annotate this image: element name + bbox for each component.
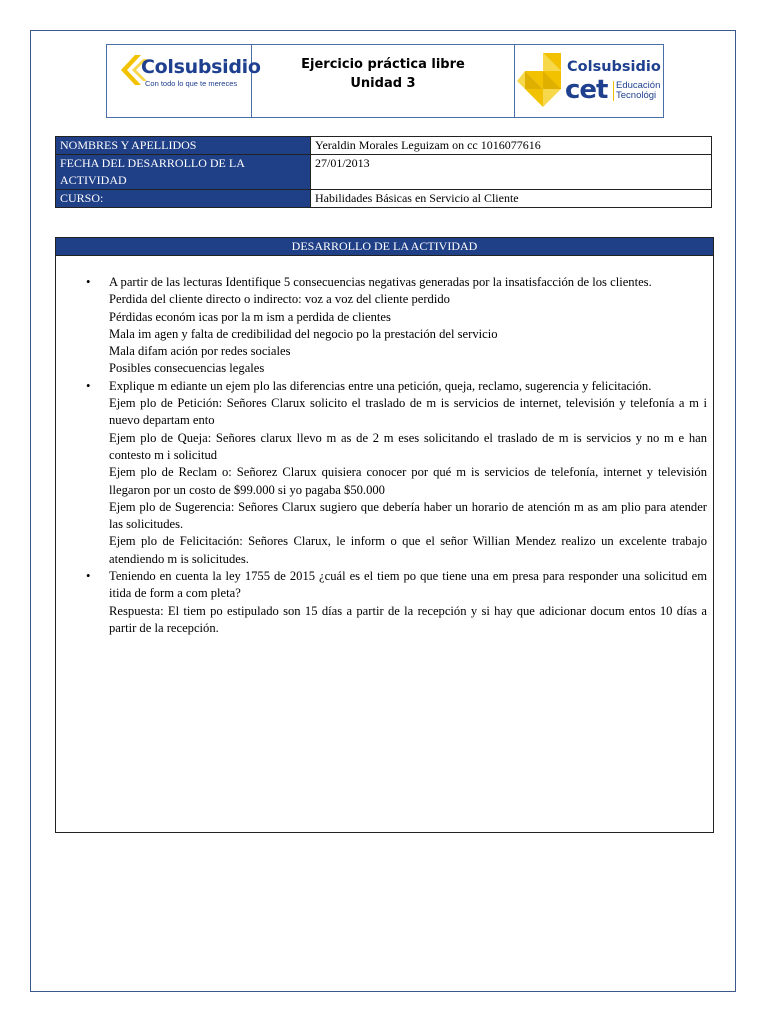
- answer-line: Ejem plo de Queja: Señores clarux llevo m as de 2 m eses solicitando el traslado de m is servicios y no m e han contesto m i solicitud: [109, 430, 707, 462]
- question-text: Teniendo en cuenta la ley 1755 de 2015 ¿cuál es el tiem po que tiene una em presa para responder una solicitud em itida de form a com pleta?: [109, 569, 707, 601]
- answer-line: Respuesta: El tiem po estipulado son 15 días a partir de la recepción y si hay que adicionar docum entos 10 días a partir de la recepción.: [109, 603, 707, 635]
- student-info-table: [55, 136, 712, 208]
- question-content: [109, 568, 707, 637]
- header-title-cell: [252, 45, 515, 117]
- header-logo-right-cell: [515, 45, 663, 117]
- answer-line: Ejem plo de Petición: Señores Clarux solicito el traslado de m is servicios de internet, televisión y telefonía a m i nuevo departam ento: [109, 396, 707, 428]
- course-value: Habilidades Básicas en Servicio al Cliente: [311, 190, 712, 208]
- question-item: [86, 274, 707, 378]
- colsubsidio-logo-tagline: Con todo lo que te mereces: [145, 79, 238, 88]
- cet-logo-edu-line2: Tecnológi: [616, 90, 657, 101]
- bullet-icon: •: [86, 378, 91, 393]
- question-item: [86, 378, 707, 568]
- info-row-name: [56, 137, 712, 155]
- answer-line: Posibles consecuencias legales: [109, 361, 265, 376]
- cet-logo-cet: cet: [565, 75, 608, 105]
- question-text: A partir de las lecturas Identifique 5 consecuencias negativas generadas por la insatisfacción de los clientes.: [109, 275, 652, 289]
- answer-line: Ejem plo de Felicitación: Señores Clarux, le inform o que el señor Willian Mendez realizo un excelente trabajo atendiendo m is solicitudes.: [109, 534, 707, 566]
- name-value: Yeraldin Morales Leguizam on cc 1016077616: [311, 137, 712, 155]
- answer-line: Ejem plo de Sugerencia: Señores Clarux sugiero que debería haber un horario de atención m as am plio para atender las solicitudes.: [109, 499, 707, 532]
- cet-triangles-icon: [517, 53, 565, 109]
- document-subtitle: Unidad 3: [350, 76, 416, 91]
- name-label: NOMBRES Y APELLIDOS: [56, 137, 311, 155]
- colsubsidio-cet-logo: [517, 53, 661, 114]
- bullet-icon: •: [86, 275, 91, 289]
- header-table: [106, 44, 664, 118]
- answer-line: Mala difam ación por redes sociales: [109, 344, 291, 359]
- cet-logo-edu-line1: Educación: [616, 80, 661, 91]
- cet-logo-education: [613, 81, 660, 101]
- activity-heading: DESARROLLO DE LA ACTIVIDAD: [56, 238, 713, 256]
- answer-line: Ejem plo de Reclam o: Señorez Clarux quisiera conocer por qué m is servicios de telefonía, internet y televisión llegaron por un costo de $99.000 si yo pagaba $50.000: [109, 465, 707, 497]
- answer-line: Perdida del cliente directo o indirecto: voz a voz del cliente perdido: [109, 292, 450, 307]
- question-item: [86, 568, 707, 637]
- question-text: Explique m ediante un ejem plo las diferencias entre una petición, queja, reclamo, sugerencia y felicitación.: [109, 378, 652, 393]
- date-label: FECHA DEL DESARROLLO DE LA ACTIVIDAD: [56, 155, 311, 190]
- course-label: CURSO:: [56, 190, 311, 208]
- date-value: 27/01/2013: [311, 155, 712, 190]
- document-title: Ejercicio práctica libre: [301, 57, 465, 72]
- info-row-course: [56, 190, 712, 208]
- bullet-icon: •: [86, 569, 91, 584]
- colsubsidio-logo: [119, 55, 261, 90]
- activity-body: [56, 256, 713, 637]
- answer-line: Pérdidas económ icas por la m ism a perdida de clientes: [109, 309, 391, 324]
- question-content: [109, 274, 707, 378]
- colsubsidio-logo-word: Colsubsidio: [141, 56, 261, 78]
- answer-line: Mala im agen y falta de credibilidad del negocio po la prestación del servicio: [109, 326, 498, 341]
- question-content: [109, 378, 707, 568]
- info-row-date: [56, 155, 712, 190]
- activity-section: [55, 237, 714, 833]
- cet-logo-word: Colsubsidio: [567, 59, 661, 75]
- header-logo-cell: [107, 45, 261, 117]
